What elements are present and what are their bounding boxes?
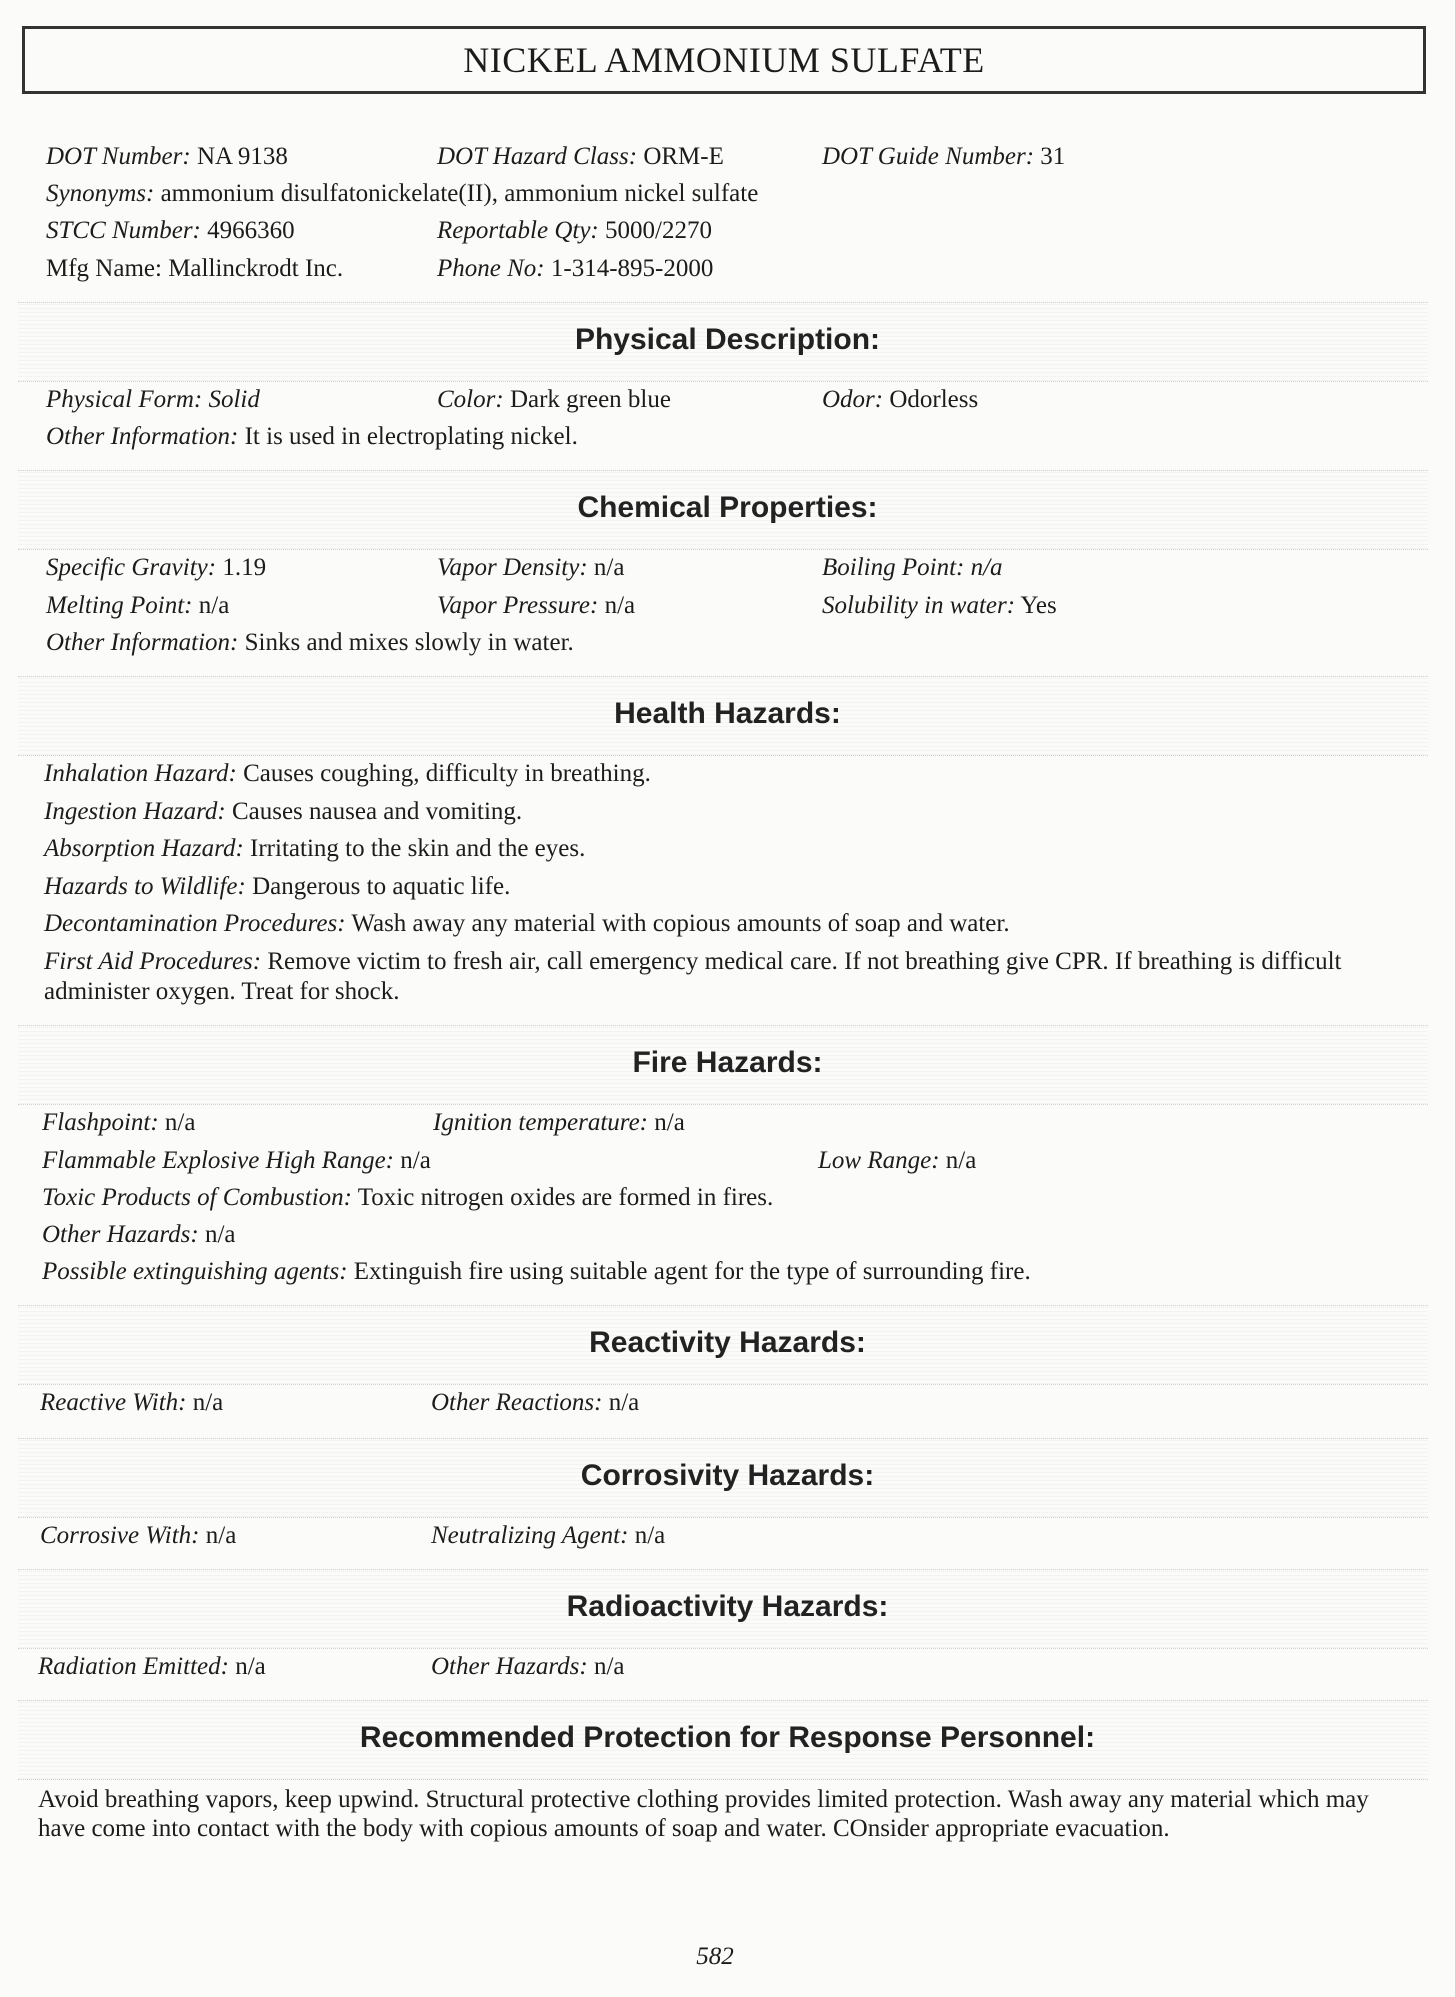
absorption-hazard: Absorption Hazard: Irritating to the skin and the eyes. [44,835,586,862]
stcc-number: STCC Number: 4966360 [46,217,295,244]
odor: Odor: Odorless [822,386,979,413]
physical-description-heading: Physical Description: [574,323,881,356]
flammable-high-range: Flammable Explosive High Range: n/a [42,1147,431,1174]
synonyms: Synonyms: ammonium disulfatonickelate(II), ammonium nickel sulfate [46,180,759,207]
solubility-in-water: Solubility in water: Yes [822,592,1057,619]
recommended-protection-heading: Recommended Protection for Response Personnel: [359,1721,1096,1754]
document-title: NICKEL AMMONIUM SULFATE [22,26,1426,94]
dot-number: DOT Number: NA 9138 [46,143,288,170]
first-aid-procedures: First Aid Procedures: Remove victim to fresh air, call emergency medical care. If not breathing give CPR. If breathing is difficult administer oxygen. Treat for shock. [44,948,1342,1005]
corrosive-with: Corrosive With: n/a [40,1522,237,1549]
radiation-emitted: Radiation Emitted: n/a [38,1653,266,1680]
fire-other-hazards: Other Hazards: n/a [42,1221,236,1248]
color: Color: Dark green blue [437,386,671,413]
physical-other-information: Other Information: It is used in electroplating nickel. [46,423,578,450]
vapor-density: Vapor Density: n/a [437,554,625,581]
reactive-with: Reactive With: n/a [40,1389,224,1416]
melting-point: Melting Point: n/a [46,592,230,619]
radioactivity-hazards-heading: Radioactivity Hazards: [566,1590,889,1623]
chemical-properties-heading: Chemical Properties: [577,491,878,524]
radioactivity-other-hazards: Other Hazards: n/a [431,1653,625,1680]
chemical-other-information: Other Information: Sinks and mixes slowly in water. [46,629,574,656]
physical-form: Physical Form: Solid [46,386,260,413]
fire-hazards-heading: Fire Hazards: [632,1046,823,1079]
dot-hazard-class: DOT Hazard Class: ORM-E [437,143,724,170]
neutralizing-agent: Neutralizing Agent: n/a [431,1522,666,1549]
toxic-products-of-combustion: Toxic Products of Combustion: Toxic nitrogen oxides are formed in fires. [42,1184,774,1211]
hazards-to-wildlife: Hazards to Wildlife: Dangerous to aquatic life. [44,873,511,900]
inhalation-hazard: Inhalation Hazard: Causes coughing, difficulty in breathing. [44,760,651,787]
low-range: Low Range: n/a [818,1147,977,1174]
ignition-temperature: Ignition temperature: n/a [433,1109,685,1136]
decontamination-procedures: Decontamination Procedures: Wash away any material with copious amounts of soap and water. [44,910,1010,937]
specific-gravity: Specific Gravity: 1.19 [46,554,267,581]
phone-number: Phone No: 1-314-895-2000 [437,255,714,282]
reactivity-hazards-heading: Reactivity Hazards: [589,1326,866,1359]
other-reactions: Other Reactions: n/a [431,1389,640,1416]
recommended-protection-text: Avoid breathing vapors, keep upwind. Structural protective clothing provides limited protection. Wash away any material which may have come into contact with the body with copious amounts of soap and water. COnsider appropriate evacuation. [38,1786,1369,1842]
health-hazards-heading: Health Hazards: [614,697,841,730]
page-number: 582 [696,1943,734,1970]
vapor-pressure: Vapor Pressure: n/a [437,592,636,619]
ingestion-hazard: Ingestion Hazard: Causes nausea and vomiting. [44,798,523,825]
mfg-name: Mfg Name: Mallinckrodt Inc. [46,255,344,282]
extinguishing-agents: Possible extinguishing agents: Extinguish fire using suitable agent for the type of surrounding fire. [42,1258,1031,1285]
flashpoint: Flashpoint: n/a [42,1109,196,1136]
reportable-qty: Reportable Qty: 5000/2270 [437,217,712,244]
boiling-point: Boiling Point: n/a [822,554,1003,581]
corrosivity-hazards-heading: Corrosivity Hazards: [580,1459,875,1492]
dot-guide-number: DOT Guide Number: 31 [822,143,1066,170]
